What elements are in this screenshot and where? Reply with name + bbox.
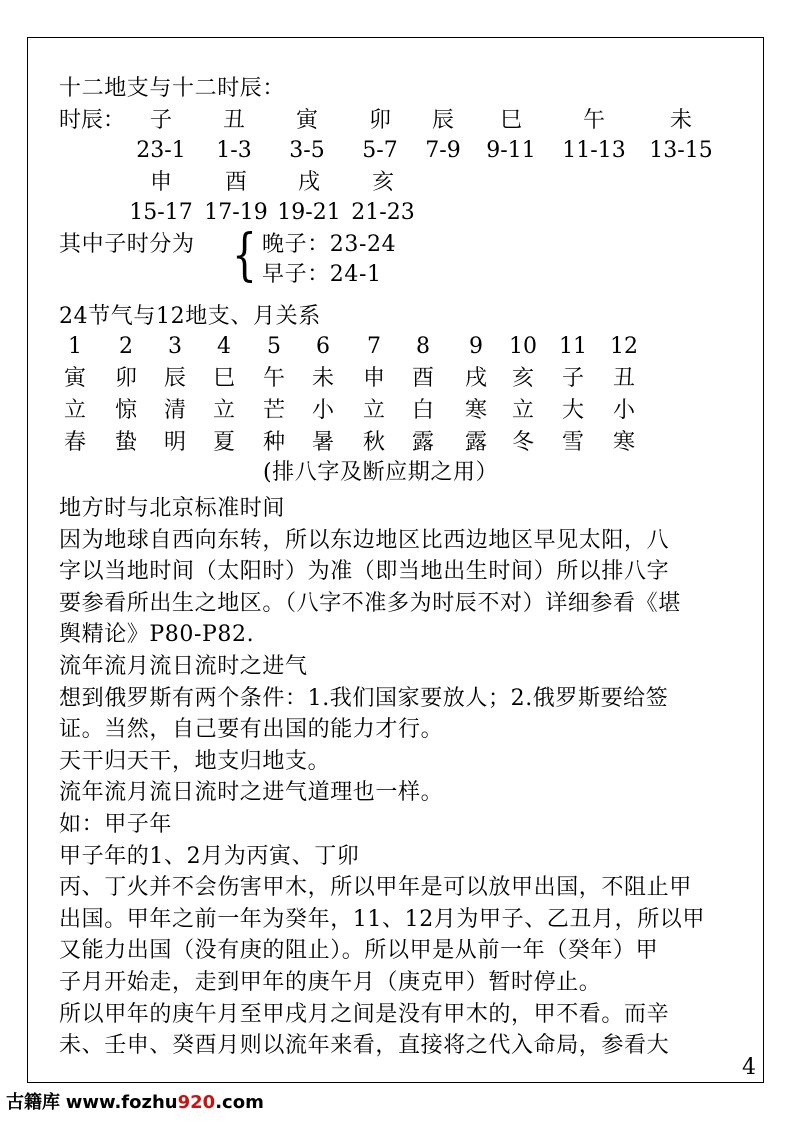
hour-range: 17-19 [204, 200, 268, 225]
month-number: 3 [168, 334, 182, 359]
body-line: 又能力出国（没有庚的阻止）。所以甲是从前一年（癸年）甲 [59, 938, 659, 964]
footer-url-suffix: .com [215, 1092, 264, 1113]
month-number: 8 [416, 334, 430, 359]
solar-term-char: 白 [411, 398, 434, 423]
body-line: 要参看所出生之地区。（八字不准多为时辰不对）详细参看《堪 [59, 590, 681, 616]
body-line: 流年流月流日流时之进气道理也一样。 [59, 780, 444, 806]
hour-branch: 酉 [224, 170, 247, 195]
hour-range: 21-23 [351, 200, 415, 225]
hours-label: 时辰： [59, 108, 126, 133]
solar-term-char: 种 [262, 430, 285, 455]
month-number: 5 [267, 334, 281, 359]
month-branch: 丑 [612, 366, 635, 391]
body-line: 丙、丁火并不会伤害甲木，所以甲年是可以放甲出国，不阻止甲 [59, 875, 692, 901]
hour-branch: 午 [582, 108, 605, 133]
month-branch: 子 [561, 366, 584, 391]
solar-term-char: 雪 [561, 430, 584, 455]
hour-range: 7-9 [425, 138, 461, 163]
month-number: 9 [469, 334, 483, 359]
body-line: 所以甲年的庚午月至甲戌月之间是没有甲木的，甲不看。而辛 [59, 1001, 670, 1027]
solar-term-char: 立 [362, 398, 385, 423]
hour-branch: 丑 [222, 108, 245, 133]
month-number: 12 [610, 334, 638, 359]
solar-term-char: 夏 [212, 430, 235, 455]
hour-branch: 亥 [371, 170, 394, 195]
footer-watermark [6, 1092, 264, 1114]
hour-branch: 寅 [295, 108, 318, 133]
body-line: 想到俄罗斯有两个条件：1.我们国家要放人；2.俄罗斯要给签 [59, 685, 669, 711]
month-branch: 未 [311, 366, 334, 391]
zi-hour-label: 其中子时分为 [59, 232, 195, 257]
hour-branch: 申 [149, 170, 172, 195]
hour-range: 13-15 [649, 138, 713, 163]
hour-branch: 戌 [297, 170, 320, 195]
month-number: 1 [68, 334, 82, 359]
body-line: 流年流月流日流时之进气 [59, 654, 308, 679]
month-branch: 辰 [163, 366, 186, 391]
footer-url-number: 920 [177, 1092, 216, 1113]
solar-term-char: 露 [464, 430, 487, 455]
page-number: 4 [742, 1055, 756, 1080]
solar-term-char: 露 [411, 430, 434, 455]
body-line: 出国。甲年之前一年为癸年，11、12月为甲子、乙丑月，所以甲 [59, 906, 705, 932]
body-line: 因为地球自西向东转，所以东边地区比西边地区早见太阳，八 [59, 527, 670, 553]
month-branch: 酉 [411, 366, 434, 391]
hour-branch: 未 [669, 108, 692, 133]
body-line: 未、壬申、癸酉月则以流年来看，直接将之代入命局，参看大 [59, 1033, 670, 1059]
month-number: 4 [217, 334, 231, 359]
body-line: 子月开始走，走到甲年的庚午月（庚克甲）暂时停止。 [59, 970, 602, 995]
solar-term-char: 清 [163, 398, 186, 423]
solar-term-char: 大 [561, 398, 584, 423]
month-branch: 亥 [511, 366, 534, 391]
solar-term-char: 寒 [612, 430, 635, 455]
month-number: 6 [316, 334, 330, 359]
month-number: 10 [509, 334, 537, 359]
hour-range: 5-7 [362, 138, 398, 163]
solar-term-char: 秋 [362, 430, 385, 455]
month-branch: 申 [362, 366, 385, 391]
solar-term-char: 小 [612, 398, 635, 423]
hour-range: 3-5 [289, 138, 325, 163]
month-branch: 午 [262, 366, 285, 391]
month-number: 11 [559, 334, 587, 359]
hour-range: 19-21 [277, 200, 341, 225]
month-branch: 巳 [212, 366, 235, 391]
body-line: 如：甲子年 [59, 812, 173, 837]
hour-range: 23-1 [136, 138, 186, 163]
hour-branch: 辰 [431, 108, 454, 133]
brace-symbol: { [232, 223, 257, 288]
month-number: 7 [367, 334, 381, 359]
body-line: 字以当地时间（太阳时）为准（即当地出生时间）所以排八字 [59, 559, 670, 585]
solar-term-char: 芒 [262, 398, 285, 423]
footer-url-prefix: www.fozhu [65, 1092, 178, 1113]
solar-term-char: 立 [63, 398, 86, 423]
solar-term-char: 暑 [311, 430, 334, 455]
body-line: 舆精论》P80-P82. [59, 622, 255, 648]
month-branch: 寅 [63, 366, 86, 391]
solar-term-char: 小 [311, 398, 334, 423]
hour-branch: 子 [149, 108, 172, 133]
zi-early: 早子：24-1 [262, 262, 382, 287]
solar-term-char: 明 [163, 430, 186, 455]
solar-term-char: 立 [511, 398, 534, 423]
zi-late: 晚子：23-24 [262, 232, 397, 257]
body-line: 证。当然，自己要有出国的能力才行。 [59, 717, 444, 743]
solar-term-char: 春 [63, 430, 86, 455]
hour-range: 15-17 [129, 200, 193, 225]
footer-brand: 古籍库 [6, 1092, 60, 1113]
solar-term-char: 蛰 [114, 430, 137, 455]
month-branch: 戌 [464, 366, 487, 391]
hour-range: 1-3 [216, 138, 252, 163]
solar-term-char: 立 [212, 398, 235, 423]
solar-term-char: 冬 [511, 430, 534, 455]
body-line: 天干归天干，地支归地支。 [59, 748, 331, 774]
body-line: 地方时与北京标准时间 [59, 496, 286, 521]
body-line: 甲子年的1、2月为丙寅、丁卯 [59, 843, 360, 869]
solar-term-char: 寒 [464, 398, 487, 423]
section-title-solar-terms: 24节气与12地支、月关系 [59, 304, 321, 329]
solar-term-char: 惊 [114, 398, 137, 423]
usage-note: (排八字及断应期之用） [263, 460, 499, 485]
hour-range: 11-13 [562, 138, 626, 163]
section-title-branches-hours: 十二地支与十二时辰： [59, 76, 286, 101]
month-number: 2 [119, 334, 133, 359]
footer-url [66, 1092, 264, 1113]
month-branch: 卯 [114, 366, 137, 391]
hour-range: 9-11 [486, 138, 536, 163]
hour-branch: 巳 [499, 108, 522, 133]
hour-branch: 卯 [368, 108, 391, 133]
